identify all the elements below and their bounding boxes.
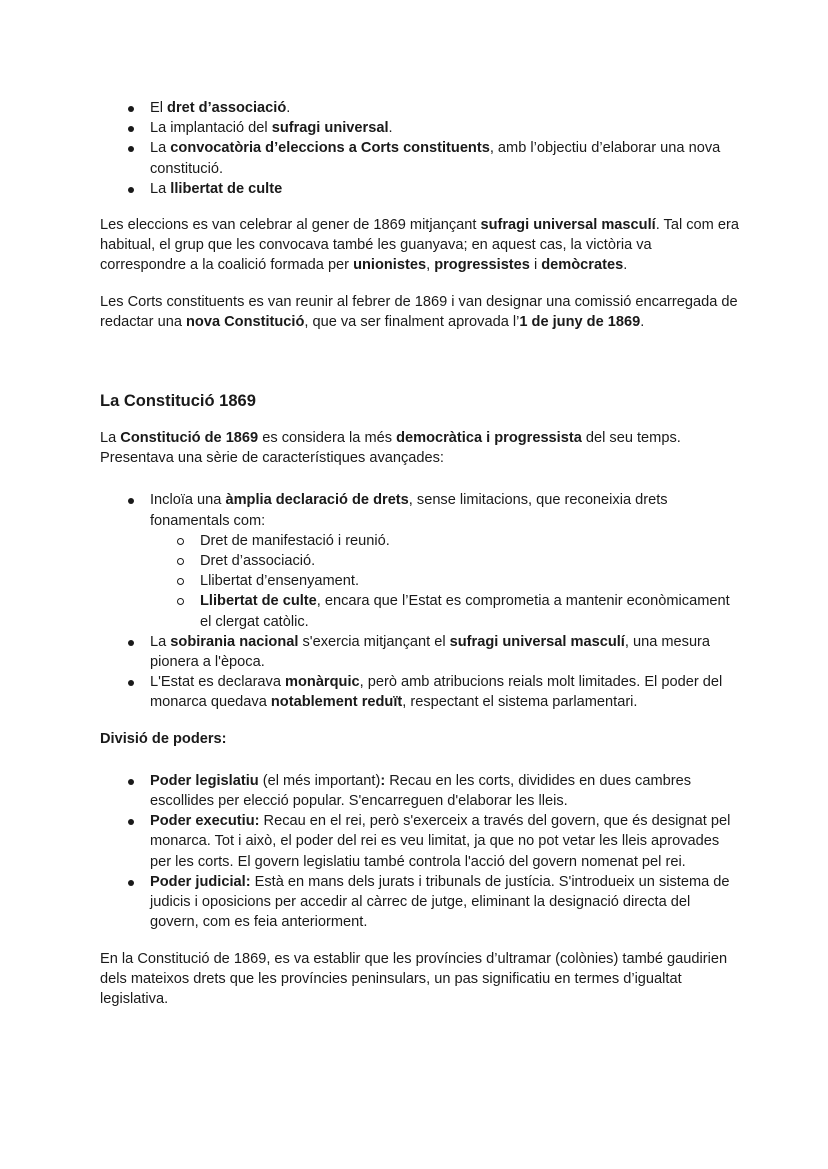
bold-text: dret d’associació [167, 100, 287, 116]
features-list [100, 490, 740, 712]
text: , [426, 257, 435, 274]
text: L'Estat es declarava [150, 674, 286, 691]
bold-text: sufragi universal masculí [480, 217, 656, 234]
sub-list-item [100, 531, 740, 551]
list-item [100, 179, 740, 199]
bold-text: sufragi universal [271, 120, 389, 137]
bold-text: democràtica i progressista [396, 430, 582, 447]
text: s'exercia mitjançant el [298, 633, 450, 650]
text: (el més important) [258, 772, 381, 789]
list-item [100, 138, 740, 178]
text: Les eleccions es van celebrar al gener de 1869 mitjançant [100, 217, 481, 234]
text: . [286, 100, 291, 116]
sub-list-item [100, 571, 740, 591]
text: , encara que l’Estat es comprometia a mantenir econòmicament el clergat catòlic. [200, 593, 730, 630]
text: Dret d’associació. [200, 553, 316, 570]
bold-text: : [380, 772, 386, 789]
text: . [640, 313, 645, 330]
text: Dret de manifestació i reunió. [200, 532, 390, 549]
bold-text: Llibertat de culte [200, 593, 317, 610]
list-item [100, 771, 740, 811]
rights-list [100, 98, 740, 199]
bold-text: sobirania nacional [170, 633, 299, 650]
list-item [100, 98, 740, 118]
text: Està en mans dels jurats i tribunals de justícia. S'introdueix un sistema de judicis i oposicions per accedir al càrrec de jutge, eliminant la designació directa del govern, com es feia anteriorment. [150, 873, 730, 931]
text: , però amb atribucions reials molt limitades. El poder del monarca quedava [150, 674, 723, 711]
text: El [150, 100, 168, 116]
text: Incloïa una [150, 492, 226, 509]
bold-text: nova Constitució [186, 313, 305, 330]
text: es considera la més [258, 430, 397, 447]
bold-text: demòcrates [541, 257, 624, 274]
text: En la Constitució de 1869, es va establir que les províncies d’ultramar (colònies) també gaudirien dels mateixos drets que les províncies peninsulars, un pas significatiu en termes d’igualtat legislativa. [100, 950, 728, 1007]
text: , respectant el sistema parlamentari. [402, 694, 638, 711]
paragraph-intro [100, 428, 740, 468]
text: , sense limitacions, que reconeixia drets fonamentals com: [150, 492, 668, 529]
bold-text: Poder executiu: [150, 813, 260, 830]
list-item [100, 490, 740, 631]
sub-list [150, 531, 740, 632]
text: Recau en el rei, però s'exerceix a través del govern, que és designat pel monarca. Tot i això, el poder del rei es veu limitat, ja que no pot vetar les lleis aprovades per les corts. El govern legislatiu també controla l'acció del govern nomenat pel rei. [150, 813, 731, 870]
bold-text: convocatòria d’eleccions a Corts constituents [170, 140, 490, 157]
bold-text: progressistes [434, 257, 530, 274]
bold-text: Poder judicial: [150, 873, 251, 890]
text: La [150, 633, 171, 650]
list-item [100, 872, 740, 933]
bold-text: notablement reduït [270, 694, 403, 711]
powers-list [100, 771, 740, 933]
text: Les Corts constituents es van reunir al febrer de 1869 i van designar una comissió encarregada de redactar una [100, 293, 738, 330]
text: del seu temps. Presentava una sèrie de característiques avançades: [100, 430, 681, 467]
text: La [150, 140, 171, 157]
text: i [529, 257, 542, 274]
powers-heading: Divisió de poders: [100, 730, 227, 747]
bold-text: 1 de juny de 1869 [519, 313, 641, 330]
list-item [100, 118, 740, 138]
paragraph-ultramar [100, 949, 740, 1010]
list-item [100, 811, 740, 872]
text: . [623, 257, 628, 274]
list-item [100, 672, 740, 712]
sub-list-item [100, 551, 740, 571]
bold-text: llibertat de culte [170, 180, 283, 197]
text: , que va ser finalment aprovada l’ [304, 313, 520, 330]
text: Recau en les corts, dividides en dues cambres escollides per elecció popular. S'encarreguen d'elaborar les lleis. [150, 772, 692, 810]
sub-list-item [100, 591, 740, 631]
list-item [100, 632, 740, 672]
text: La implantació del [150, 120, 272, 137]
bold-text: monàrquic [285, 674, 360, 691]
bold-text: unionistes [353, 257, 427, 274]
paragraph-elections [100, 215, 740, 276]
document-page [100, 98, 740, 1009]
bold-text: Poder legislatiu [150, 772, 259, 789]
text: , amb l’objectiu d’elaborar una nova constitució. [150, 140, 721, 177]
bold-text: sufragi universal masculí [449, 633, 625, 650]
text: . Tal com era habitual, el grup que les convocava també les guanyava; en aquest cas, la victòria va correspondre a la coalició formada per [100, 217, 739, 274]
text: La [150, 180, 171, 197]
bold-text: àmplia declaració de drets [225, 492, 409, 509]
text: , una mesura pionera a l'època. [150, 633, 711, 671]
bold-text: Constitució de 1869 [120, 430, 259, 447]
text: Llibertat d’ensenyament. [200, 573, 360, 590]
section-title: La Constitució 1869 [100, 392, 256, 411]
text: . [388, 120, 393, 137]
text: La [100, 430, 121, 447]
paragraph-corts [100, 292, 740, 332]
